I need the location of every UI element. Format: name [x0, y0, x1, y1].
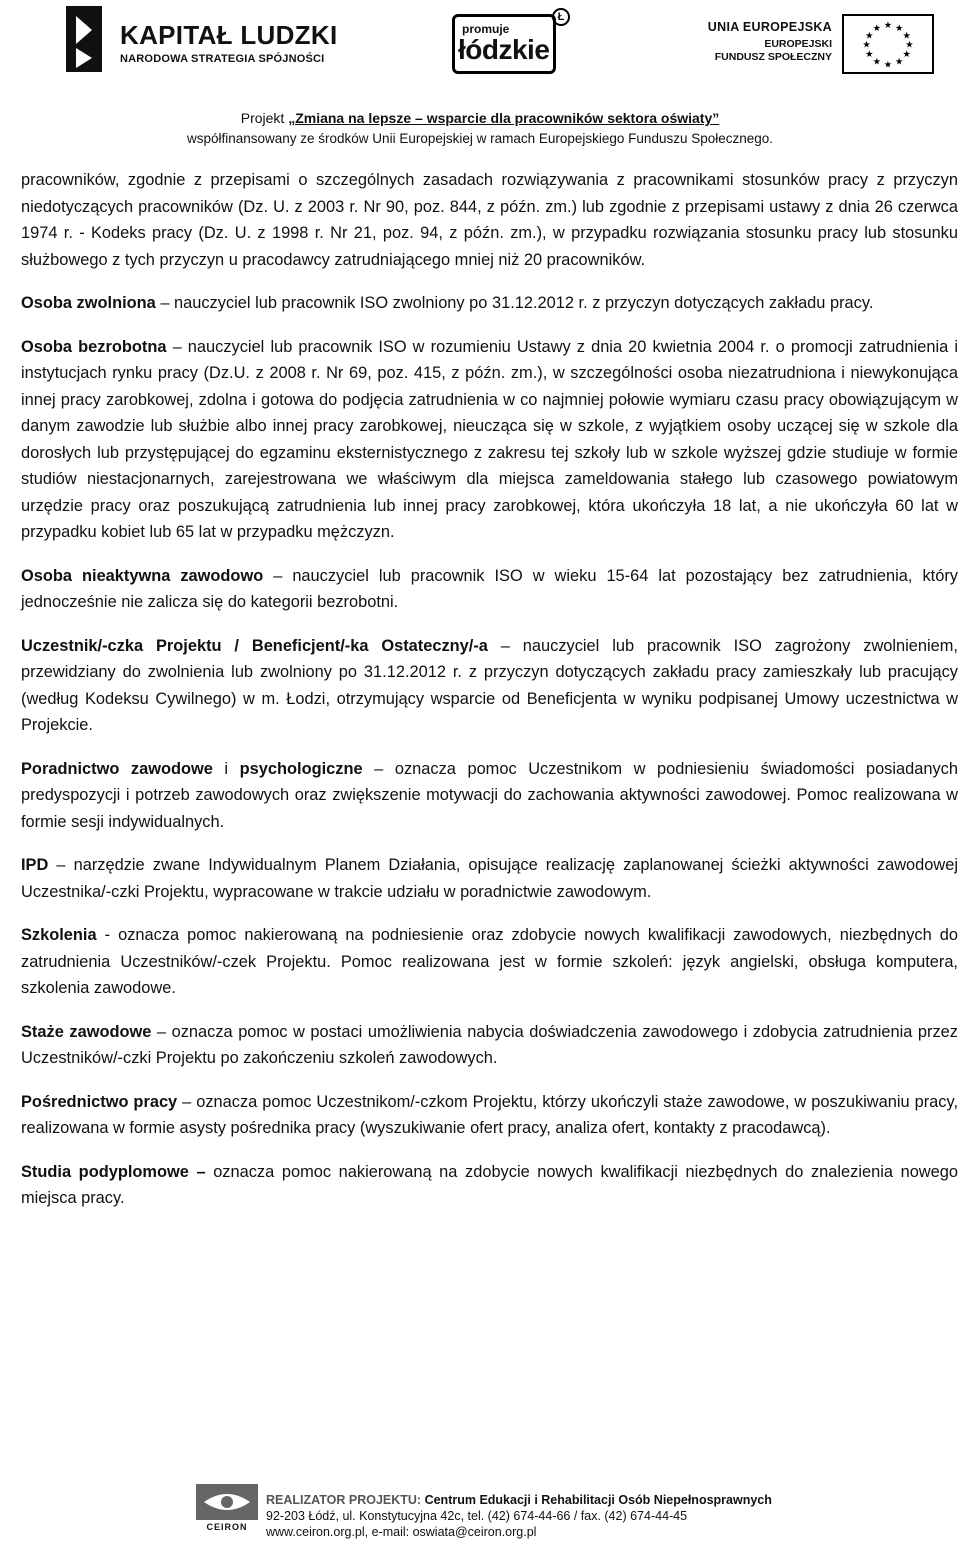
definition-term: Osoba bezrobotna	[21, 337, 167, 356]
svg-text:★: ★	[872, 56, 881, 68]
project-title: „Zmiana na lepsze – wsparcie dla pracowników sektora oświaty”	[288, 110, 720, 126]
definition-posrednictwo	[21, 1089, 958, 1142]
definition-term: Pośrednictwo pracy	[21, 1092, 178, 1111]
definition-osoba-nieaktywna	[21, 563, 958, 616]
definition-text: – narzędzie zwane Indywidualnym Planem Działania, opisujące realizację zaplanowanej ścieżki aktywności zawodowej Uczestnika/-czki Projektu, wypracowane w trakcie udziału w poradnictwie zawodowym.	[21, 856, 958, 901]
definition-term-2: psychologiczne	[239, 759, 363, 778]
definition-connector: i	[212, 759, 240, 778]
definition-term: IPD	[21, 856, 49, 874]
header-logos	[0, 0, 960, 146]
definition-ipd	[21, 852, 958, 905]
lodzkie-top-text: promuje	[462, 22, 510, 36]
svg-text:★: ★	[865, 30, 874, 42]
footer	[0, 1478, 960, 1544]
svg-text:★: ★	[883, 20, 893, 32]
definition-text: – nauczyciel lub pracownik ISO w rozumieniu Ustawy z dnia 20 kwietnia 2004 r. o promocji zatrudnienia i instytucjach rynku pracy (Dz.U. z 2008 r. Nr 69, poz. 415, z późn. zm.), w szczególności osoba niezatrudniona i niewykonująca innej pracy zarobkowej, zdolna i gotowa do podjęcia zatrudnienia w co najmniej połowie wymiaru czasu pracy obowiązującym w danym zawodzie lub służbie albo innej pracy zarobkowej, nieucząca się w szkole, z wyjątkiem osoby uczącej się w szkole dla dorosłych lub przystępującej do egzaminu eksternistycznego z zakresu tej szkoły lub w szkole wyższej gdzie studiuje w formie studiów niestacjonarnych, zarejestrowana we właściwym dla miejsca zameldowania stałego lub czasowego powiatowym urzędzie pracy oraz poszukującą zatrudnienia lub innej pracy zarobkowej, która ukończyła 18 lat, a nie ukończyła 60 lat w przypadku kobiet lub 65 lat w przypadku mężczyzn.	[21, 337, 958, 541]
kapital-ludzki-title: KAPITAŁ LUDZKI	[120, 20, 338, 50]
lodzkie-badge: Ł	[552, 8, 570, 26]
svg-text:★: ★	[872, 22, 881, 34]
svg-text:★: ★	[905, 39, 914, 51]
svg-text:★: ★	[895, 22, 904, 34]
eu-line-3: FUNDUSZ SPOŁECZNY	[714, 51, 832, 63]
svg-text:★: ★	[902, 30, 911, 42]
definition-studia	[21, 1159, 958, 1212]
footer-realizator-line	[266, 1492, 772, 1508]
intro-paragraph: pracowników, zgodnie z przepisami o szczególnych zasadach rozwiązywania z pracownikami stosunków pracy z przyczyn niedotyczących pracowników (Dz. U. z 2003 r. Nr 90, poz. 844, z późn. zm.) lub zgodnie z przepisami ustawy z dnia 26 czerwca 1974 r. - Kodeks pracy (Dz. U. z 1998 r. Nr 21, poz. 94, z późn. zm.), w przypadku rozwiązania stosunku pracy lub stosunku służbowego z tych przyczyn u pracodawcy zatrudniającego mniej niż 20 pracowników.	[21, 171, 958, 269]
kapital-ludzki-subtitle: NARODOWA STRATEGIA SPÓJNOŚCI	[120, 53, 325, 65]
ceiron-logo	[196, 1484, 258, 1534]
footer-text	[266, 1492, 772, 1540]
svg-text:★: ★	[883, 59, 893, 71]
definition-poradnictwo	[21, 756, 958, 836]
kapital-ludzki-logo	[62, 6, 342, 72]
svg-text:★: ★	[862, 39, 871, 51]
lodzkie-main-text: łódzkie	[458, 34, 550, 65]
definition-term: Uczestnik/-czka Projektu / Beneficjent/-ka Ostateczny/-a	[21, 636, 488, 655]
footer-address: 92-203 Łódź, ul. Konstytucyjna 42c, tel. (42) 674-44-66 / fax. (42) 674-44-45	[266, 1509, 688, 1523]
definition-term: Studia podyplomowe –	[21, 1162, 206, 1181]
promuje-lodzkie-logo	[452, 8, 570, 78]
eu-flag-icon	[842, 14, 934, 74]
cofinance-line: współfinansowany ze środków Unii Europejskiej w ramach Europejskiego Funduszu Społecznego.	[186, 131, 774, 146]
definition-text: – oznacza pomoc w postaci umożliwienia nabycia doświadczenia zawodowego i zdobycia zatrudnienia przez Uczestników/-czki Projektu po zakończeniu szkoleń zawodowych.	[21, 1022, 958, 1067]
definition-text: – oznacza pomoc Uczestnikom/-czkom Projektu, którzy ukończyli staże zawodowe, w poszukiwaniu pracy, realizowana w formie asysty pośrednika pracy (wyszukiwanie ofert pracy, analiza ofert, kontakty z pracodawcą).	[21, 1092, 959, 1137]
definition-text: oznacza pomoc nakierowaną na zdobycie nowych kwalifikacji niezbędnych do znalezienia nowego miejsca pracy.	[21, 1162, 958, 1207]
svg-text:★: ★	[902, 49, 911, 61]
definition-text: – nauczyciel lub pracownik ISO zwolniony po 31.12.2012 r. z przyczyn dotyczących zakładu pracy.	[155, 294, 874, 312]
kapital-ludzki-mark-icon	[62, 6, 106, 72]
project-prefix: Projekt	[240, 110, 289, 126]
definition-text: – oznacza pomoc Uczestnikom w podniesieniu świadomości posiadanych predyspozycji i potrzeb zawodowych oraz zwiększenie motywacji do zachowania aktywności zawodowej. Pomoc realizowana w formie sesji indywidualnych.	[21, 759, 958, 831]
svg-text:★: ★	[895, 56, 904, 68]
definition-uczestnik	[21, 633, 958, 739]
definition-szkolenia	[21, 922, 958, 1002]
ceiron-mark-icon	[196, 1484, 258, 1520]
definition-text: – nauczyciel lub pracownik ISO w wieku 15-64 lat pozostający bez zatrudnienia, który jednocześnie nie zalicza się do kategorii bezrobotni.	[21, 566, 958, 611]
definition-text: – nauczyciel lub pracownik ISO zagrożony zwolnieniem, przewidziany do zwolnienia lub zwolniony po 31.12.2012 r. z przyczyn dotyczących zakładu pracy zamieszkały lub pracujący (według Kodeksu Cywilnego) w m. Łodzi, otrzymujący wsparcie od Beneficjenta w wyniku podpisanej Umowy uczestnictwa w Projekcie.	[21, 636, 958, 734]
footer-label: REALIZATOR PROJEKTU:	[266, 1493, 425, 1507]
definition-osoba-bezrobotna	[21, 334, 958, 546]
footer-org: Centrum Edukacji i Rehabilitacji Osób Niepełnosprawnych	[424, 1493, 772, 1507]
svg-text:★: ★	[865, 49, 874, 61]
definition-staze	[21, 1019, 958, 1072]
eu-text	[708, 20, 832, 63]
eu-logo	[680, 14, 950, 74]
definition-term: Poradnictwo zawodowe	[21, 759, 213, 778]
definition-text: - oznacza pomoc nakierowaną na podniesienie oraz zdobycie nowych kwalifikacji zawodowych, niezbędnych do zatrudnienia Uczestników/-czek Projektu. Pomoc realizowana jest w formie szkoleń: język angielski, obsługa komputera, szkolenia zawodowe.	[21, 926, 958, 997]
ceiron-logo-text: CEIRON	[206, 1522, 248, 1532]
project-title-line	[0, 110, 960, 126]
definition-osoba-zwolniona	[21, 290, 958, 317]
eu-line-1: UNIA EUROPEJSKA	[707, 20, 832, 34]
eu-line-2: EUROPEJSKI	[764, 38, 832, 50]
definition-term: Osoba nieaktywna zawodowo	[21, 566, 264, 585]
document-body	[21, 167, 958, 1229]
definition-term: Osoba zwolniona	[21, 294, 156, 312]
definition-term: Staże zawodowe	[21, 1022, 152, 1041]
definition-term: Szkolenia	[21, 926, 97, 944]
footer-web: www.ceiron.org.pl, e-mail: oswiata@ceiron.org.pl	[266, 1525, 537, 1539]
